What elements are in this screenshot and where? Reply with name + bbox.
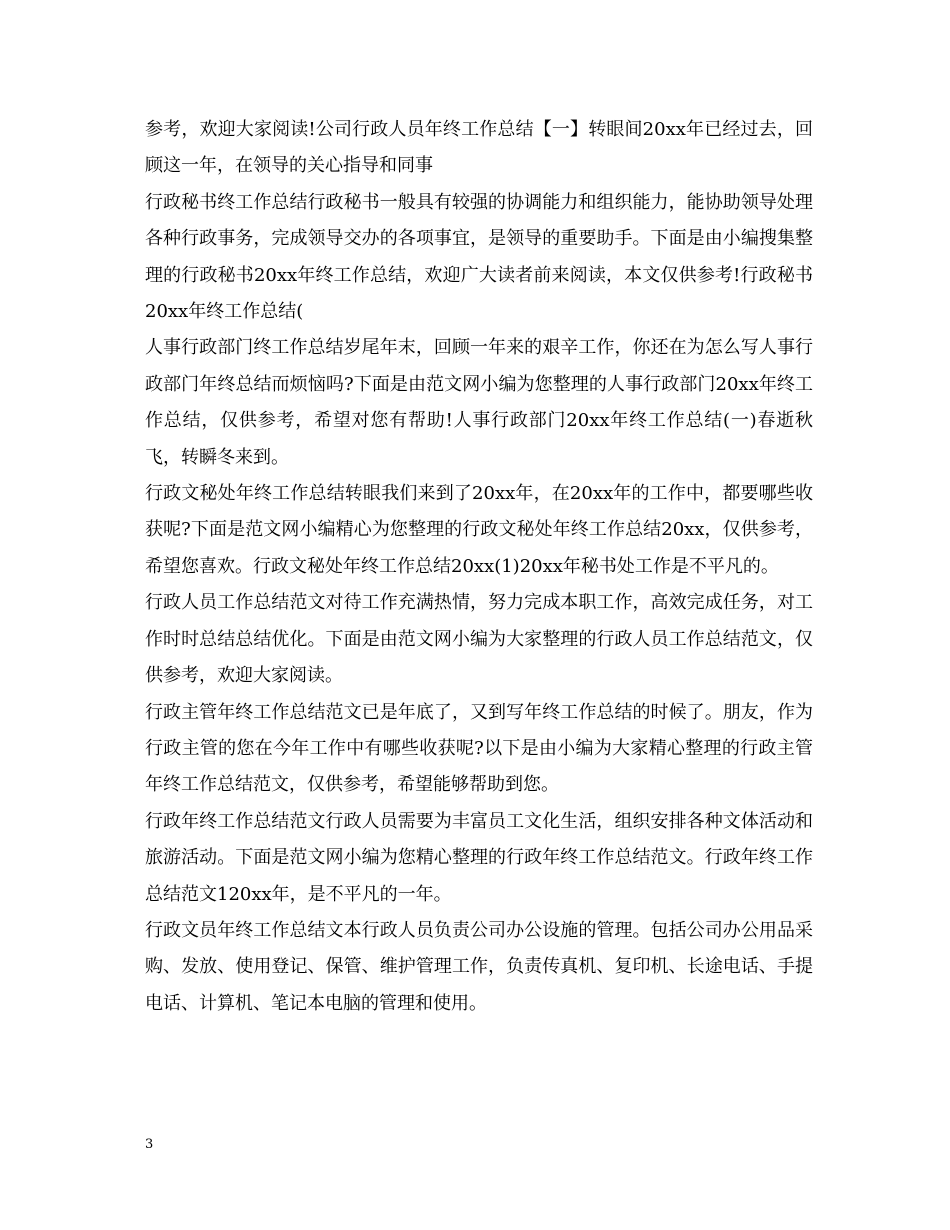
paragraph-1: 参考，欢迎大家阅读!公司行政人员年终工作总结【一】转眼间20xx年已经过去，回顾这一年，在领导的关心指导和同事 — [145, 119, 813, 177]
paragraph-6: 行政主管年终工作总结范文已是年底了，又到写年终工作总结的时候了。朋友，作为行政主管的您在今年工作中有哪些收获呢?以下是由小编为大家精心整理的行政主管年终工作总结范文，仅供参考，希望能够帮助到您。 — [145, 701, 813, 796]
paragraph-3: 人事行政部门终工作总结岁尾年末，回顾一年来的艰辛工作，你还在为怎么写人事行政部门年终总结而烦恼吗?下面是由范文网小编为您整理的人事行政部门20xx年终工作总结，仅供参考，希望对您有帮助!人事行政部门20xx年终工作总结(一)春逝秋飞，转瞬冬来到。 — [145, 337, 813, 468]
document-body — [145, 112, 813, 1022]
paragraph-2: 行政秘书终工作总结行政秘书一般具有较强的协调能力和组织能力，能协助领导处理各种行政事务，完成领导交办的各项事宜，是领导的重要助手。下面是由小编搜集整理的行政秘书20xx年终工作总结，欢迎广大读者前来阅读，本文仅供参考!行政秘书20xx年终工作总结( — [145, 191, 813, 323]
paragraph-8: 行政文员年终工作总结文本行政人员负责公司办公设施的管理。包括公司办公用品采购、发放、使用登记、保管、维护管理工作，负责传真机、复印机、长途电话、手提电话、计算机、笔记本电脑的管理和使用。 — [145, 919, 813, 1014]
paragraph-7: 行政年终工作总结范文行政人员需要为丰富员工文化生活，组织安排各种文体活动和旅游活动。下面是范文网小编为您精心整理的行政年终工作总结范文。行政年终工作总结范文120xx年，是不平凡的一年。 — [145, 810, 813, 905]
page-number: 3 — [145, 1137, 154, 1152]
paragraph-5: 行政人员工作总结范文对待工作充满热情，努力完成本职工作，高效完成任务，对工作时时总结总结优化。下面是由范文网小编为大家整理的行政人员工作总结范文，仅供参考，欢迎大家阅读。 — [145, 592, 813, 687]
paragraph-4: 行政文秘处年终工作总结转眼我们来到了20xx年，在20xx年的工作中，都要哪些收获呢?下面是范文网小编精心为您整理的行政文秘处年终工作总结20xx，仅供参考，希望您喜欢。行政文秘处年终工作总结20xx(1)20xx年秘书处工作是不平凡的。 — [145, 483, 813, 577]
